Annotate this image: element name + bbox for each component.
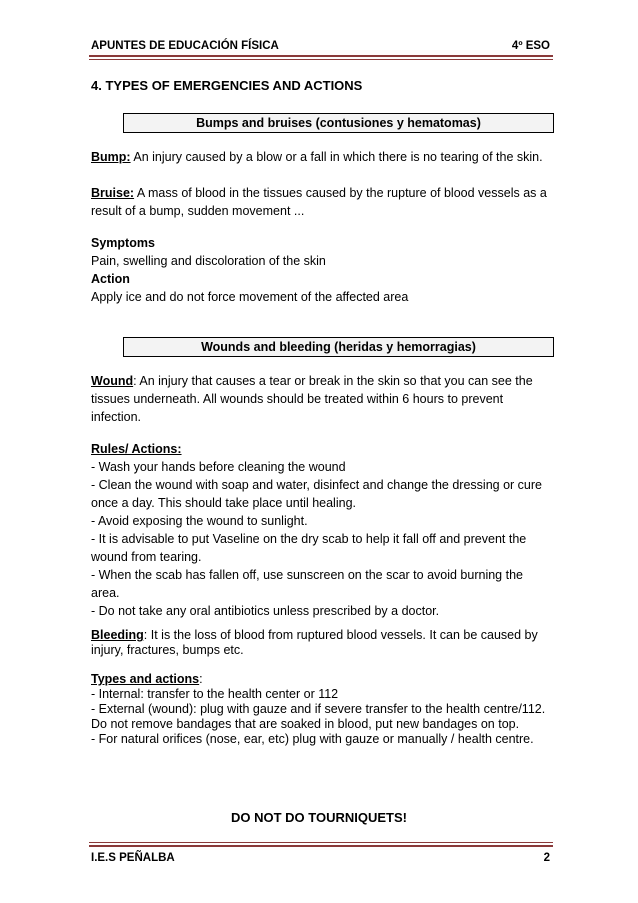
- header-rule-thin: [89, 59, 553, 60]
- rules-heading: Rules/ Actions:: [91, 442, 182, 456]
- rule-item: - It is advisable to put Vaseline on the dry scab to help it fall off and prevent the wound from tearing.: [91, 532, 527, 564]
- bleeding-definition: [91, 628, 551, 658]
- bleeding-term: Bleeding: [91, 628, 144, 642]
- header-left: APUNTES DE EDUCACIÓN FÍSICA: [91, 40, 279, 52]
- bruise-text: A mass of blood in the tissues caused by the rupture of blood vessels as a result of a bump, sudden movement ...: [91, 186, 547, 218]
- bleeding-text: : It is the loss of blood from ruptured blood vessels. It can be caused by injury, fractures, bumps etc.: [91, 628, 538, 657]
- wound-text: : An injury that causes a tear or break in the skin so that you can see the tissues underneath. All wounds should be treated within 6 hours to prevent infection.: [91, 374, 533, 424]
- symptoms-text: Pain, swelling and discoloration of the skin: [91, 254, 326, 268]
- symptoms-block: [91, 234, 551, 306]
- section-title: 4. TYPES OF EMERGENCIES AND ACTIONS: [91, 78, 363, 93]
- bumps-section-box: Bumps and bruises (contusiones y hematomas): [123, 113, 554, 133]
- wound-term: Wound: [91, 374, 134, 388]
- footer-rule-thin: [89, 842, 553, 843]
- bump-text: An injury caused by a blow or a fall in which there is no tearing of the skin.: [130, 150, 543, 164]
- action-text: Apply ice and do not force movement of the affected area: [91, 290, 409, 304]
- bruise-term: Bruise:: [91, 186, 135, 200]
- rules-block: [91, 440, 551, 620]
- types-item: - Internal: transfer to the health center or 112: [91, 687, 339, 701]
- tourniquet-warning: DO NOT DO TOURNIQUETS!: [231, 810, 407, 825]
- bump-term: Bump:: [91, 150, 131, 164]
- types-item: - For natural orifices (nose, ear, etc) plug with gauze or manually / health centre.: [91, 732, 534, 746]
- types-colon: :: [199, 672, 203, 686]
- types-block: [91, 672, 551, 747]
- rule-item: - Wash your hands before cleaning the wound: [91, 460, 346, 474]
- page-number: 2: [543, 852, 550, 864]
- footer-school: I.E.S PEÑALBA: [91, 852, 175, 864]
- rule-item: - Avoid exposing the wound to sunlight.: [91, 514, 308, 528]
- footer-rule: [89, 845, 553, 847]
- symptoms-heading: Symptoms: [91, 236, 155, 250]
- header-right: 4º ESO: [511, 40, 550, 52]
- wound-definition: [91, 372, 551, 426]
- action-heading: Action: [91, 272, 130, 286]
- bruise-definition: [91, 184, 551, 220]
- types-item: - External (wound): plug with gauze and if severe transfer to the health centre/112. Do not remove bandages that are soaked in blood, put new bandages on top.: [91, 702, 546, 731]
- header-rule: [89, 55, 553, 57]
- rule-item: - Do not take any oral antibiotics unless prescribed by a doctor.: [91, 604, 440, 618]
- types-heading: Types and actions: [91, 672, 200, 686]
- rule-item: - Clean the wound with soap and water, disinfect and change the dressing or cure once a day. This should take place until healing.: [91, 478, 542, 510]
- wounds-section-box: Wounds and bleeding (heridas y hemorragias): [123, 337, 554, 357]
- rule-item: - When the scab has fallen off, use sunscreen on the scar to avoid burning the area.: [91, 568, 523, 600]
- bump-definition: [91, 148, 551, 166]
